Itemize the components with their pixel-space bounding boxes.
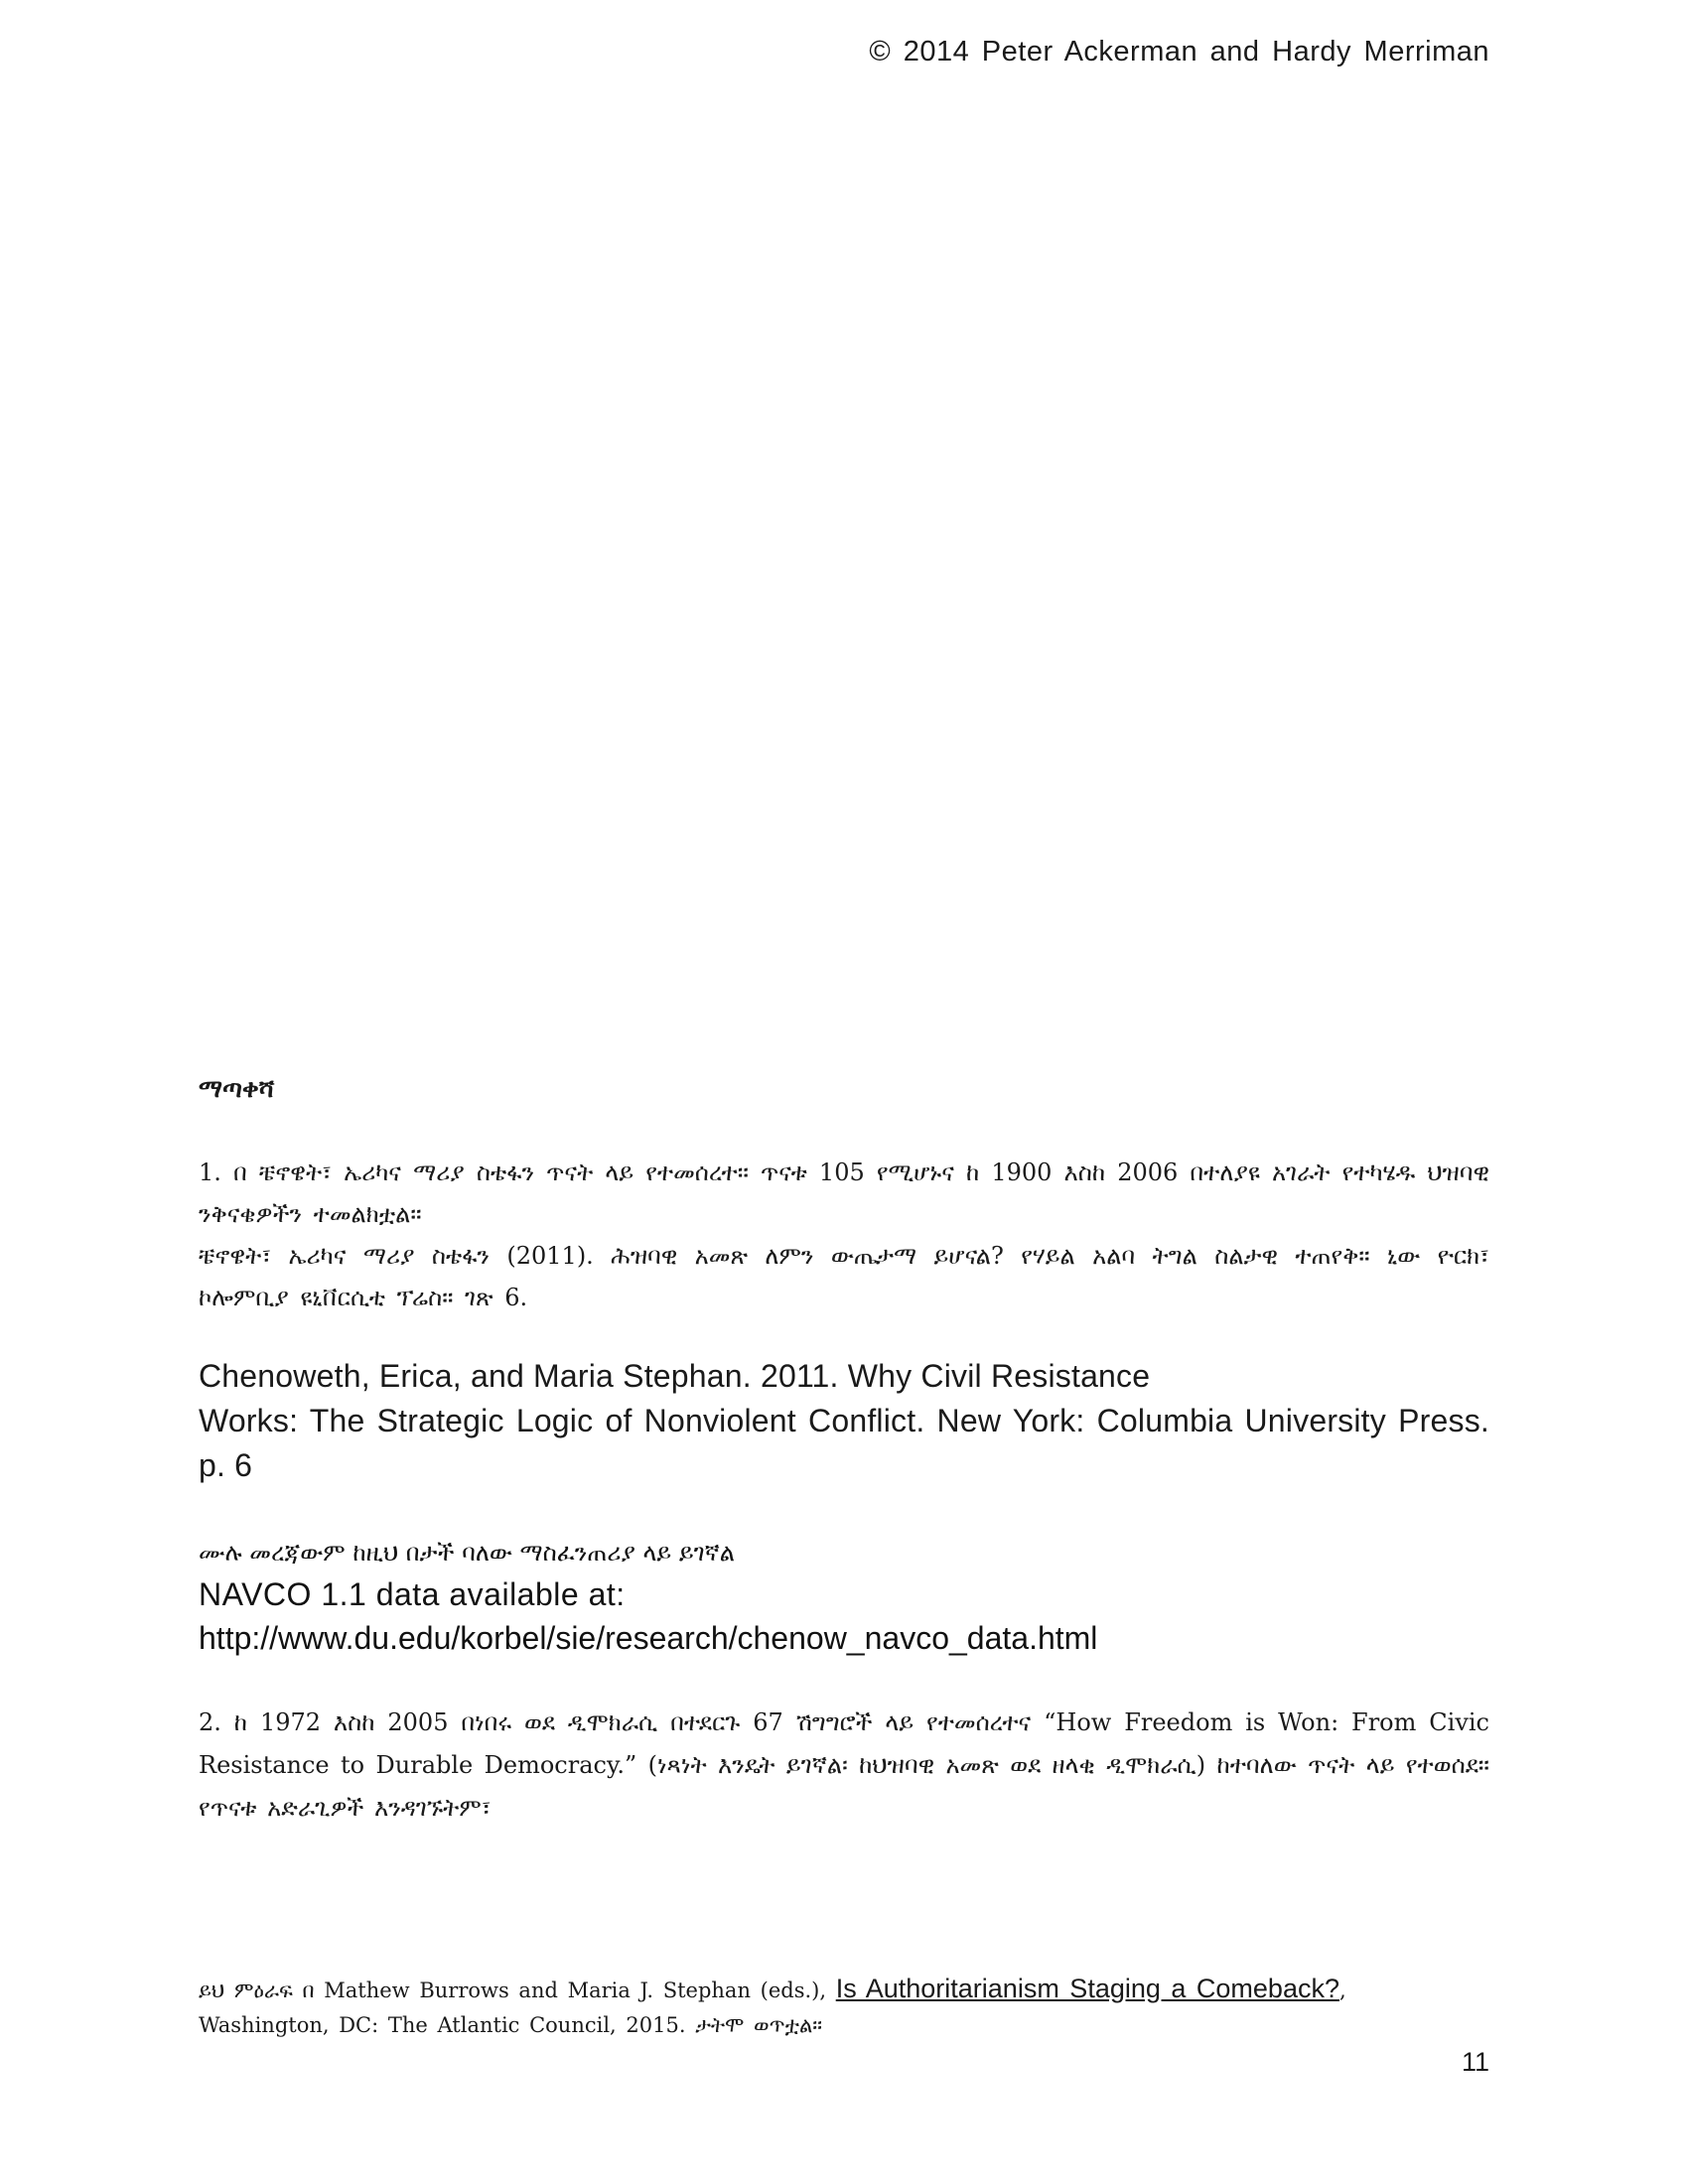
footnote-book-title[interactable]: Is Authoritarianism Staging a Comeback? [835, 1974, 1339, 2003]
copyright-notice: © 2014 Peter Ackerman and Hardy Merriman [869, 36, 1489, 68]
note1-line-b: ቼኖዌት፣ ኤሪካና ማሪያ ስቴፋን (2011). ሕዝባዊ አመጽ ለምን ውጤታማ ይሆናል? የሃይል አልባ ትግል ስልታዊ ተጠየቅ። ኒው ዮርክ፣ ኮሎምቢያ ዩኒቨርሲቲ ፕሬስ። ገጽ 6. [199, 1242, 1489, 1311]
reference-note-2: 2. ከ 1972 እስከ 2005 በነበሩ ወደ ዲሞክራሲ በተደርጉ 67 ሽግግሮች ላይ የተመሰረተና “How Freedom is Won: From Civic Resistance to Durable Democracy.” (ነጻነት እንዴት ይገኛል፡ ከህዝባዊ አመጽ ወደ ዘላቂ ዲሞክራሲ) ከተባለው ጥናት ላይ የተወሰደ። የጥናቱ አድራጊዎች እንዳገኙትም፣ [199, 1708, 1489, 1822]
page-number: 11 [1461, 2047, 1489, 2077]
english-citation-line1: Chenoweth, Erica, and Maria Stephan. 2011. Why Civil Resistance [199, 1358, 1151, 1394]
chapter-footnote [199, 1972, 1489, 2043]
note1-line-a: 1. በ ቼኖዌት፣ ኤሪካና ማሪያ ስቴፋን ጥናት ላይ የተመሰረተ። ጥናቱ 105 የሚሆኑና ከ 1900 እስከ 2006 በተለያዩ አገራት የተካሄዱ ህዝባዊ ንቅናቄዎችን ተመልክቷል። [199, 1159, 1489, 1228]
data-note-url[interactable]: http://www.du.edu/korbel/sie/research/chenow_navco_data.html [199, 1620, 1098, 1656]
english-citation [199, 1354, 1489, 1488]
data-availability-note [199, 1533, 1489, 1660]
footnote-comma: , [1338, 1979, 1346, 2002]
reference-note-1 [199, 1152, 1489, 1318]
footnote-prefix: ይህ ምዕራፍ በ Mathew Burrows and Maria J. Stephan (eds.), [199, 1979, 827, 2002]
data-note-amharic: ሙሉ መረጃውም ከዚህ በታች ባለው ማስፈንጠሪያ ላይ ይገኛል [199, 1539, 736, 1567]
data-note-label: NAVCO 1.1 data available at: [199, 1576, 626, 1612]
footnote-suffix: Washington, DC: The Atlantic Council, 2015. ታትሞ ወጥቷል። [199, 2013, 823, 2037]
references-heading: ማጣቀሻ [199, 1074, 275, 1103]
english-citation-rest: Works: The Strategic Logic of Nonviolent Conflict. New York: Columbia University Press. p. 6 [199, 1403, 1489, 1483]
